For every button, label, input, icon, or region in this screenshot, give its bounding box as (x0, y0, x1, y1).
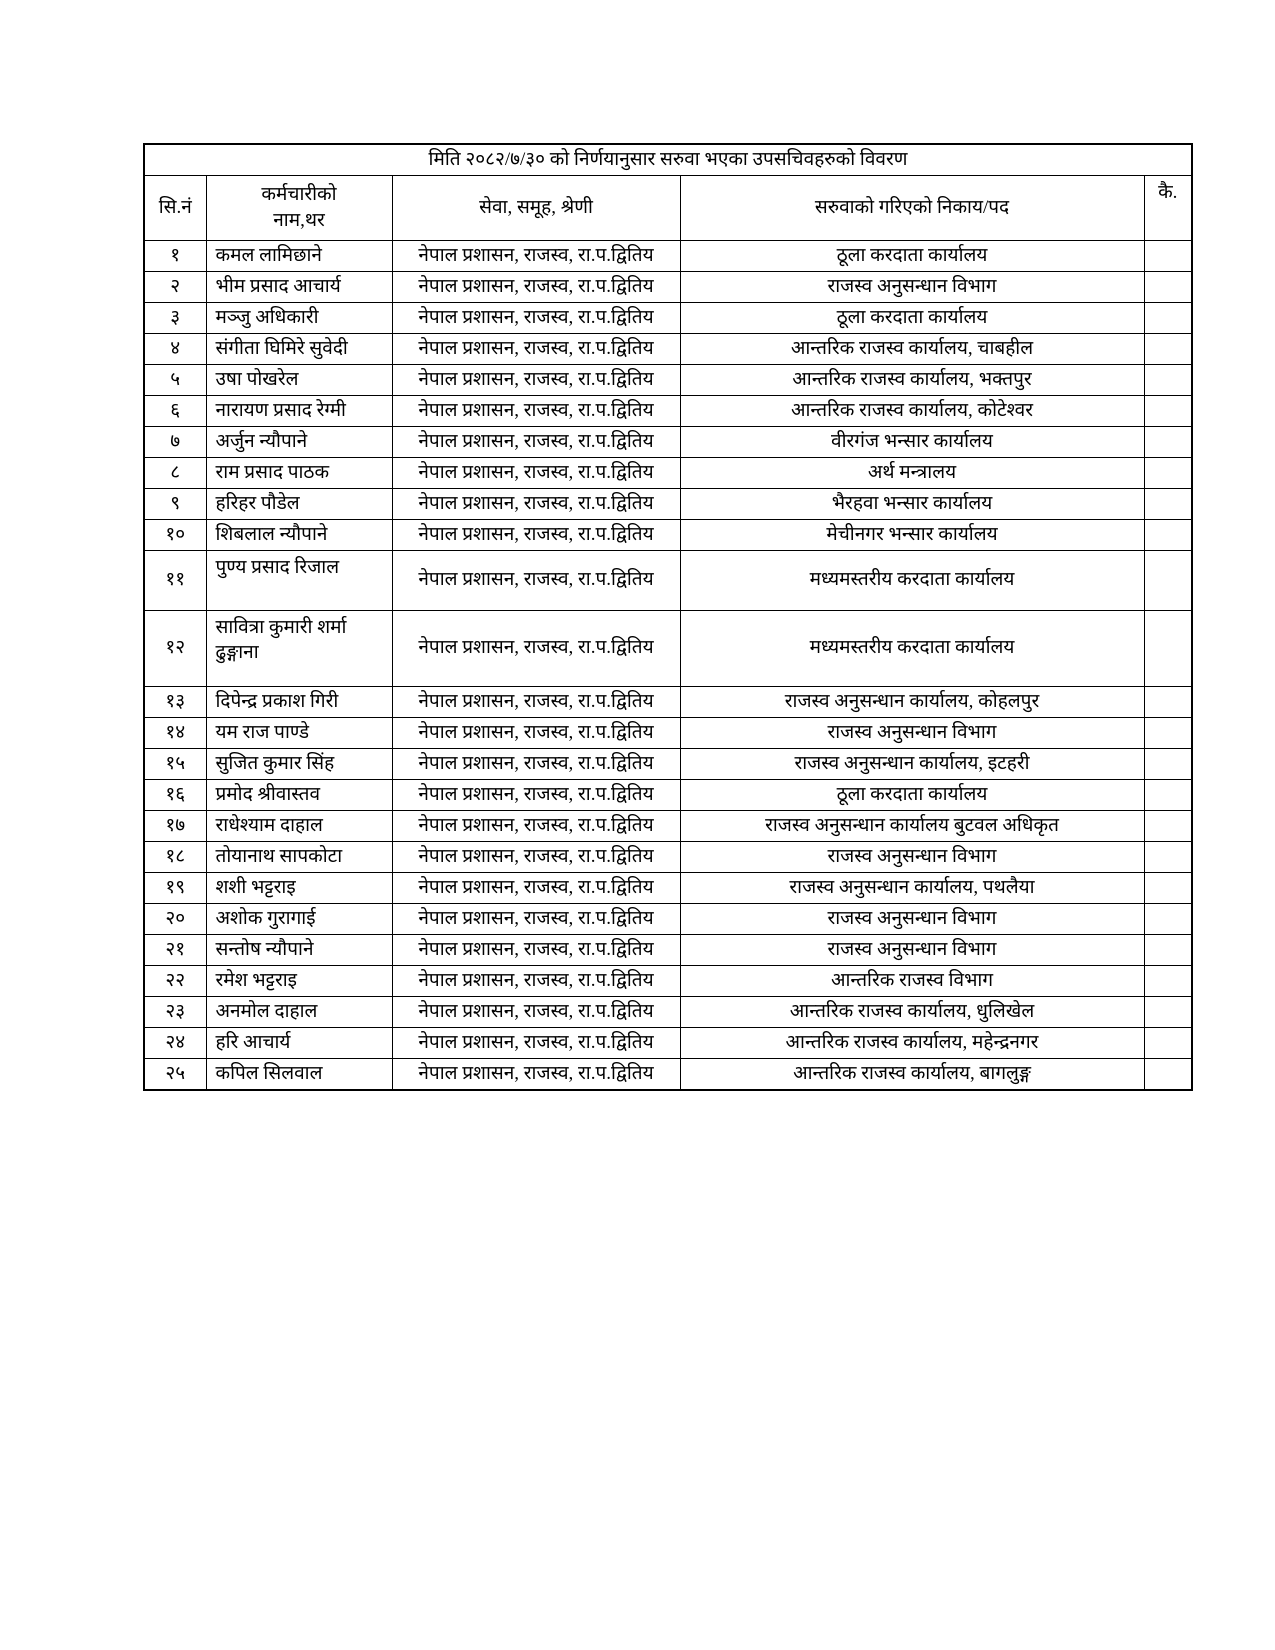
cell-remark (1144, 457, 1192, 488)
cell-service: नेपाल प्रशासन, राजस्व, रा.प.द्वितिय (392, 610, 680, 686)
table-title: मिति २०८२/७/३० को निर्णयानुसार सरुवा भएका उपसचिवहरुको विवरण (144, 144, 1192, 175)
cell-service: नेपाल प्रशासन, राजस्व, रा.प.द्वितिय (392, 686, 680, 717)
table-row (144, 717, 1192, 748)
cell-sn: २० (144, 903, 206, 934)
cell-name: हरि आचार्य (206, 1027, 392, 1058)
table-row (144, 395, 1192, 426)
cell-name: राम प्रसाद पाठक (206, 457, 392, 488)
cell-service: नेपाल प्रशासन, राजस्व, रा.प.द्वितिय (392, 519, 680, 550)
table-row (144, 457, 1192, 488)
header-transfer-office: सरुवाको गरिएको निकाय/पद (680, 175, 1144, 240)
cell-office: आन्तरिक राजस्व कार्यालय, चाबहील (680, 333, 1144, 364)
cell-sn: २५ (144, 1058, 206, 1090)
header-employee-name-line2: नाम,थर (273, 209, 325, 231)
cell-sn: २३ (144, 996, 206, 1027)
table-row (144, 302, 1192, 333)
cell-remark (1144, 519, 1192, 550)
header-service-group-class: सेवा, समूह, श्रेणी (392, 175, 680, 240)
cell-service: नेपाल प्रशासन, राजस्व, रा.प.द्वितिय (392, 240, 680, 271)
cell-sn: २ (144, 271, 206, 302)
cell-name: यम राज पाण्डे (206, 717, 392, 748)
cell-remark (1144, 717, 1192, 748)
table-row (144, 333, 1192, 364)
cell-name: उषा पोखरेल (206, 364, 392, 395)
table-row (144, 996, 1192, 1027)
cell-name: अनमोल दाहाल (206, 996, 392, 1027)
cell-name: प्रमोद श्रीवास्तव (206, 779, 392, 810)
cell-name: कमल लामिछाने (206, 240, 392, 271)
cell-remark (1144, 841, 1192, 872)
table-title-row (144, 144, 1192, 175)
cell-sn: १४ (144, 717, 206, 748)
cell-sn: ९ (144, 488, 206, 519)
table-row (144, 810, 1192, 841)
table-row (144, 610, 1192, 686)
cell-office: मध्यमस्तरीय करदाता कार्यालय (680, 550, 1144, 610)
cell-service: नेपाल प्रशासन, राजस्व, रा.प.द्वितिय (392, 364, 680, 395)
cell-office: राजस्व अनुसन्धान विभाग (680, 934, 1144, 965)
cell-office: मेचीनगर भन्सार कार्यालय (680, 519, 1144, 550)
table-row (144, 748, 1192, 779)
cell-sn: १५ (144, 748, 206, 779)
cell-remark (1144, 810, 1192, 841)
cell-service: नेपाल प्रशासन, राजस्व, रा.प.द्वितिय (392, 872, 680, 903)
cell-office: आन्तरिक राजस्व कार्यालय, धुलिखेल (680, 996, 1144, 1027)
cell-service: नेपाल प्रशासन, राजस्व, रा.प.द्वितिय (392, 748, 680, 779)
cell-service: नेपाल प्रशासन, राजस्व, रा.प.द्वितिय (392, 841, 680, 872)
cell-service: नेपाल प्रशासन, राजस्व, रा.प.द्वितिय (392, 965, 680, 996)
table-row (144, 903, 1192, 934)
cell-remark (1144, 934, 1192, 965)
cell-name: दिपेन्द्र प्रकाश गिरी (206, 686, 392, 717)
cell-remark (1144, 748, 1192, 779)
cell-name: कपिल सिलवाल (206, 1058, 392, 1090)
cell-service: नेपाल प्रशासन, राजस्व, रा.प.द्वितिय (392, 934, 680, 965)
cell-sn: १० (144, 519, 206, 550)
cell-sn: १९ (144, 872, 206, 903)
cell-name: हरिहर पौडेल (206, 488, 392, 519)
cell-remark (1144, 965, 1192, 996)
cell-remark (1144, 488, 1192, 519)
cell-service: नेपाल प्रशासन, राजस्व, रा.प.द्वितिय (392, 717, 680, 748)
cell-service: नेपाल प्रशासन, राजस्व, रा.प.द्वितिय (392, 996, 680, 1027)
cell-office: आन्तरिक राजस्व कार्यालय, कोटेश्वर (680, 395, 1144, 426)
cell-name: राधेश्याम दाहाल (206, 810, 392, 841)
table-row (144, 779, 1192, 810)
transfer-table (143, 143, 1193, 1091)
cell-sn: १३ (144, 686, 206, 717)
cell-sn: १ (144, 240, 206, 271)
cell-service: नेपाल प्रशासन, राजस्व, रा.प.द्वितिय (392, 333, 680, 364)
cell-name: शशी भट्टराइ (206, 872, 392, 903)
cell-service: नेपाल प्रशासन, राजस्व, रा.प.द्वितिय (392, 271, 680, 302)
cell-sn: २४ (144, 1027, 206, 1058)
table-row (144, 426, 1192, 457)
cell-office: राजस्व अनुसन्धान कार्यालय, इटहरी (680, 748, 1144, 779)
cell-office: आन्तरिक राजस्व कार्यालय, भक्तपुर (680, 364, 1144, 395)
cell-office: आन्तरिक राजस्व कार्यालय, बागलुङ्ग (680, 1058, 1144, 1090)
cell-service: नेपाल प्रशासन, राजस्व, रा.प.द्वितिय (392, 810, 680, 841)
cell-sn: १८ (144, 841, 206, 872)
cell-remark (1144, 1058, 1192, 1090)
cell-name: सन्तोष न्यौपाने (206, 934, 392, 965)
cell-remark (1144, 271, 1192, 302)
cell-sn: १६ (144, 779, 206, 810)
cell-office: वीरगंज भन्सार कार्यालय (680, 426, 1144, 457)
cell-sn: २१ (144, 934, 206, 965)
cell-remark (1144, 779, 1192, 810)
cell-office: मध्यमस्तरीय करदाता कार्यालय (680, 610, 1144, 686)
cell-service: नेपाल प्रशासन, राजस्व, रा.प.द्वितिय (392, 395, 680, 426)
cell-service: नेपाल प्रशासन, राजस्व, रा.प.द्वितिय (392, 426, 680, 457)
cell-name: अर्जुन न्यौपाने (206, 426, 392, 457)
cell-service: नेपाल प्रशासन, राजस्व, रा.प.द्वितिय (392, 903, 680, 934)
cell-remark (1144, 872, 1192, 903)
cell-office: आन्तरिक राजस्व कार्यालय, महेन्द्रनगर (680, 1027, 1144, 1058)
cell-remark (1144, 1027, 1192, 1058)
cell-office: आन्तरिक राजस्व विभाग (680, 965, 1144, 996)
cell-office: राजस्व अनुसन्धान विभाग (680, 717, 1144, 748)
cell-sn: २२ (144, 965, 206, 996)
table-row (144, 240, 1192, 271)
cell-service: नेपाल प्रशासन, राजस्व, रा.प.द्वितिय (392, 550, 680, 610)
header-employee-name-line1: कर्मचारीको (261, 184, 337, 205)
cell-office: अर्थ मन्त्रालय (680, 457, 1144, 488)
cell-name: सुजित कुमार सिंह (206, 748, 392, 779)
cell-name: तोयानाथ सापकोटा (206, 841, 392, 872)
cell-service: नेपाल प्रशासन, राजस्व, रा.प.द्वितिय (392, 779, 680, 810)
cell-sn: १२ (144, 610, 206, 686)
cell-service: नेपाल प्रशासन, राजस्व, रा.प.द्वितिय (392, 302, 680, 333)
cell-remark (1144, 610, 1192, 686)
cell-name: शिबलाल न्यौपाने (206, 519, 392, 550)
cell-office: भैरहवा भन्सार कार्यालय (680, 488, 1144, 519)
cell-name: सावित्रा कुमारी शर्मा ढुङ्गाना (206, 610, 392, 686)
table-row (144, 1027, 1192, 1058)
cell-sn: ११ (144, 550, 206, 610)
cell-service: नेपाल प्रशासन, राजस्व, रा.प.द्वितिय (392, 488, 680, 519)
table-row (144, 550, 1192, 610)
cell-office: राजस्व अनुसन्धान कार्यालय बुटवल अधिकृत (680, 810, 1144, 841)
cell-service: नेपाल प्रशासन, राजस्व, रा.प.द्वितिय (392, 1058, 680, 1090)
cell-sn: ८ (144, 457, 206, 488)
table-row (144, 364, 1192, 395)
cell-sn: ७ (144, 426, 206, 457)
cell-sn: ५ (144, 364, 206, 395)
table-row (144, 1058, 1192, 1090)
cell-name: भीम प्रसाद आचार्य (206, 271, 392, 302)
cell-remark (1144, 395, 1192, 426)
cell-name: रमेश भट्टराइ (206, 965, 392, 996)
cell-sn: ३ (144, 302, 206, 333)
cell-name: संगीता घिमिरे सुवेदी (206, 333, 392, 364)
table-row (144, 686, 1192, 717)
cell-office: राजस्व अनुसन्धान विभाग (680, 903, 1144, 934)
cell-sn: ६ (144, 395, 206, 426)
table-row (144, 841, 1192, 872)
header-serial-number: सि.नं (144, 175, 206, 240)
cell-name: मञ्जु अधिकारी (206, 302, 392, 333)
table-row (144, 488, 1192, 519)
cell-remark (1144, 550, 1192, 610)
cell-name: नारायण प्रसाद रेग्मी (206, 395, 392, 426)
cell-remark (1144, 240, 1192, 271)
cell-office: राजस्व अनुसन्धान विभाग (680, 271, 1144, 302)
cell-name: पुण्य प्रसाद रिजाल (206, 550, 392, 610)
cell-sn: १७ (144, 810, 206, 841)
cell-name: अशोक गुरागाई (206, 903, 392, 934)
cell-remark (1144, 426, 1192, 457)
table-body (144, 240, 1192, 1090)
table-header-row (144, 175, 1192, 240)
cell-remark (1144, 302, 1192, 333)
cell-office: राजस्व अनुसन्धान कार्यालय, कोहलपुर (680, 686, 1144, 717)
table-row (144, 519, 1192, 550)
table-row (144, 872, 1192, 903)
cell-remark (1144, 903, 1192, 934)
cell-remark (1144, 686, 1192, 717)
cell-office: ठूला करदाता कार्यालय (680, 302, 1144, 333)
cell-remark (1144, 996, 1192, 1027)
cell-remark (1144, 364, 1192, 395)
cell-service: नेपाल प्रशासन, राजस्व, रा.प.द्वितिय (392, 1027, 680, 1058)
cell-office: राजस्व अनुसन्धान कार्यालय, पथलैया (680, 872, 1144, 903)
cell-service: नेपाल प्रशासन, राजस्व, रा.प.द्वितिय (392, 457, 680, 488)
table-row (144, 271, 1192, 302)
cell-office: ठूला करदाता कार्यालय (680, 779, 1144, 810)
cell-office: राजस्व अनुसन्धान विभाग (680, 841, 1144, 872)
table-row (144, 934, 1192, 965)
cell-office: ठूला करदाता कार्यालय (680, 240, 1144, 271)
header-remarks: कै. (1144, 175, 1192, 240)
cell-sn: ४ (144, 333, 206, 364)
header-employee-name (206, 175, 392, 240)
table-row (144, 965, 1192, 996)
cell-remark (1144, 333, 1192, 364)
